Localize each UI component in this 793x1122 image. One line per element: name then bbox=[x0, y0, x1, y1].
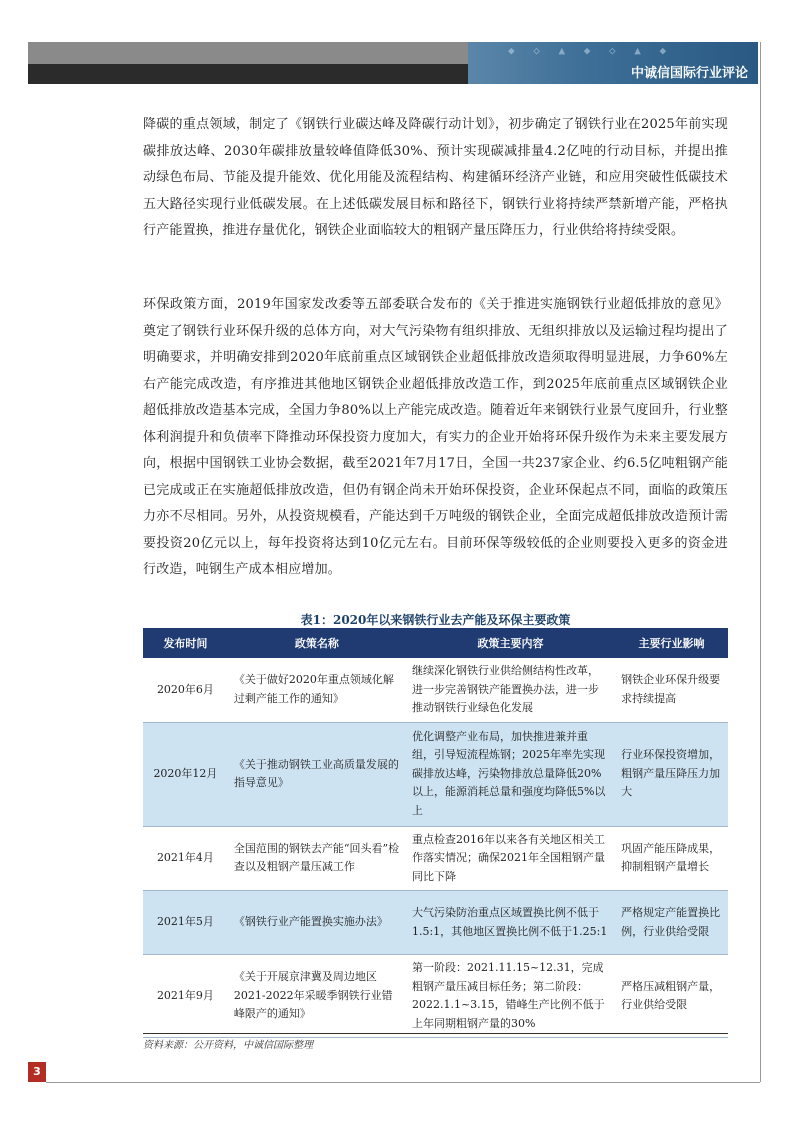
cell-date: 2021年5月 bbox=[143, 891, 228, 955]
cell-impact: 钢铁企业环保升级要求持续提高 bbox=[615, 658, 728, 722]
policy-table bbox=[143, 628, 728, 1038]
table-source-note: 资料来源：公开资料，中诚信国际整理 bbox=[143, 1033, 728, 1051]
cell-date: 2021年4月 bbox=[143, 826, 228, 891]
header-title: 中诚信国际行业评论 bbox=[630, 66, 748, 81]
table-row bbox=[143, 955, 728, 1038]
table-header-row bbox=[143, 628, 728, 658]
footer-rule bbox=[46, 1082, 760, 1083]
cell-policy-name: 全国范围的钢铁去产能“回头看”检查以及粗钢产量压减工作 bbox=[228, 826, 406, 891]
cell-impact: 行业环保投资增加，粗钢产量压降压力加大 bbox=[615, 722, 728, 826]
cell-date: 2021年9月 bbox=[143, 955, 228, 1038]
table-row bbox=[143, 826, 728, 891]
page-number: 3 bbox=[28, 1062, 46, 1082]
cell-date: 2020年6月 bbox=[143, 658, 228, 722]
cell-policy-content: 重点检查2016年以来各有关地区相关工作落实情况；确保2021年全国粗钢产量同比下降 bbox=[406, 826, 615, 891]
cell-impact: 严格规定产能置换比例，行业供给受限 bbox=[615, 891, 728, 955]
table-row bbox=[143, 722, 728, 826]
page-right-rule bbox=[760, 42, 761, 1082]
cell-policy-content: 继续深化钢铁行业供给侧结构性改革，进一步完善钢铁产能置换办法，进一步推动钢铁行业绿色化发展 bbox=[406, 658, 615, 722]
cell-date: 2020年12月 bbox=[143, 722, 228, 826]
paragraph-2: 环保政策方面，2019年国家发改委等五部委联合发布的《关于推进实施钢铁行业超低排放的意见》奠定了钢铁行业环保升级的总体方向，对大气污染物有组织排放、无组织排放以及运输过程均提出了明确要求，并明确安排到2020年底前重点区域钢铁企业超低排放改造须取得明显进展，力争60%左右产能完成改造，有序推进其他地区钢铁企业超低排放改造工作，到2025年底前重点区域钢铁企业超低排放改造基本完成，全国力争80%以上产能完成改造。随着近年来钢铁行业景气度回升，行业整体利润提升和负债率下降推动环保投资力度加大，有实力的企业开始将环保升级作为未来主要发展方向，根据中国钢铁工业协会数据，截至2021年7月17日，全国一共237家企业、约6.5亿吨粗钢产能已完成或正在实施超低排放改造，但仍有钢企尚未开始环保投资，企业环保起点不同，面临的政策压力亦不尽相同。另外，从投资规模看，产能达到千万吨级的钢铁企业，全面完成超低排放改造预计需要投资20亿元以上，每年投资将达到10亿元左右。目前环保等级较低的企业则要投入更多的资金进行改造，吨钢生产成本相应增加。 bbox=[143, 297, 728, 577]
cell-policy-content: 优化调整产业布局，加快推进兼并重组，引导短流程炼钢；2025年率先实现碳排放达峰，污染物排放总量降低20%以上，能源消耗总量和强度均降低5%以上 bbox=[406, 722, 615, 826]
cell-policy-content: 第一阶段：2021.11.15~12.31，完成粗钢产量压减目标任务；第二阶段：2022.1.1~3.15，错峰生产比例不低于上年同期粗钢产量的30% bbox=[406, 955, 615, 1038]
table-row bbox=[143, 658, 728, 722]
cell-policy-name: 《关于开展京津冀及周边地区2021-2022年采暖季钢铁行业错峰限产的通知》 bbox=[228, 955, 406, 1038]
cell-impact: 严格压减粗钢产量，行业供给受限 bbox=[615, 955, 728, 1038]
banner-decoration-icon: ◆ ◇ ▲ ◆ ◇ ▲ ◆ bbox=[508, 44, 673, 57]
header-banner bbox=[468, 42, 758, 84]
table-caption: 表1：2020年以来钢铁行业去产能及环保主要政策 bbox=[300, 613, 571, 627]
cell-policy-content: 大气污染防治重点区域置换比例不低于1.5:1，其他地区置换比例不低于1.25:1 bbox=[406, 891, 615, 955]
header-policy-name: 政策名称 bbox=[228, 628, 406, 658]
cell-policy-name: 《关于做好2020年重点领域化解过剩产能工作的通知》 bbox=[228, 658, 406, 722]
table-row bbox=[143, 891, 728, 955]
cell-policy-name: 《钢铁行业产能置换实施办法》 bbox=[228, 891, 406, 955]
header-impact: 主要行业影响 bbox=[615, 628, 728, 658]
cell-policy-name: 《关于推动钢铁工业高质量发展的指导意见》 bbox=[228, 722, 406, 826]
header-policy-content: 政策主要内容 bbox=[406, 628, 615, 658]
cell-impact: 巩固产能压降成果，抑制粗钢产量增长 bbox=[615, 826, 728, 891]
header-date: 发布时间 bbox=[143, 628, 228, 658]
paragraph-1: 降碳的重点领域，制定了《钢铁行业碳达峰及降碳行动计划》，初步确定了钢铁行业在2025年前实现碳排放达峰、2030年碳排放量较峰值降低30%、预计实现碳减排量4.2亿吨的行动目标，并提出推动绿色布局、节能及提升能效、优化用能及流程结构、构建循环经济产业链，和应用突破性低碳技术五大路径实现行业低碳发展。在上述低碳发展目标和路径下，钢铁行业将持续严禁新增产能，严格执行产能置换，推进存量优化，钢铁企业面临较大的粗钢产量压降压力，行业供给将持续受限。 bbox=[143, 117, 728, 238]
